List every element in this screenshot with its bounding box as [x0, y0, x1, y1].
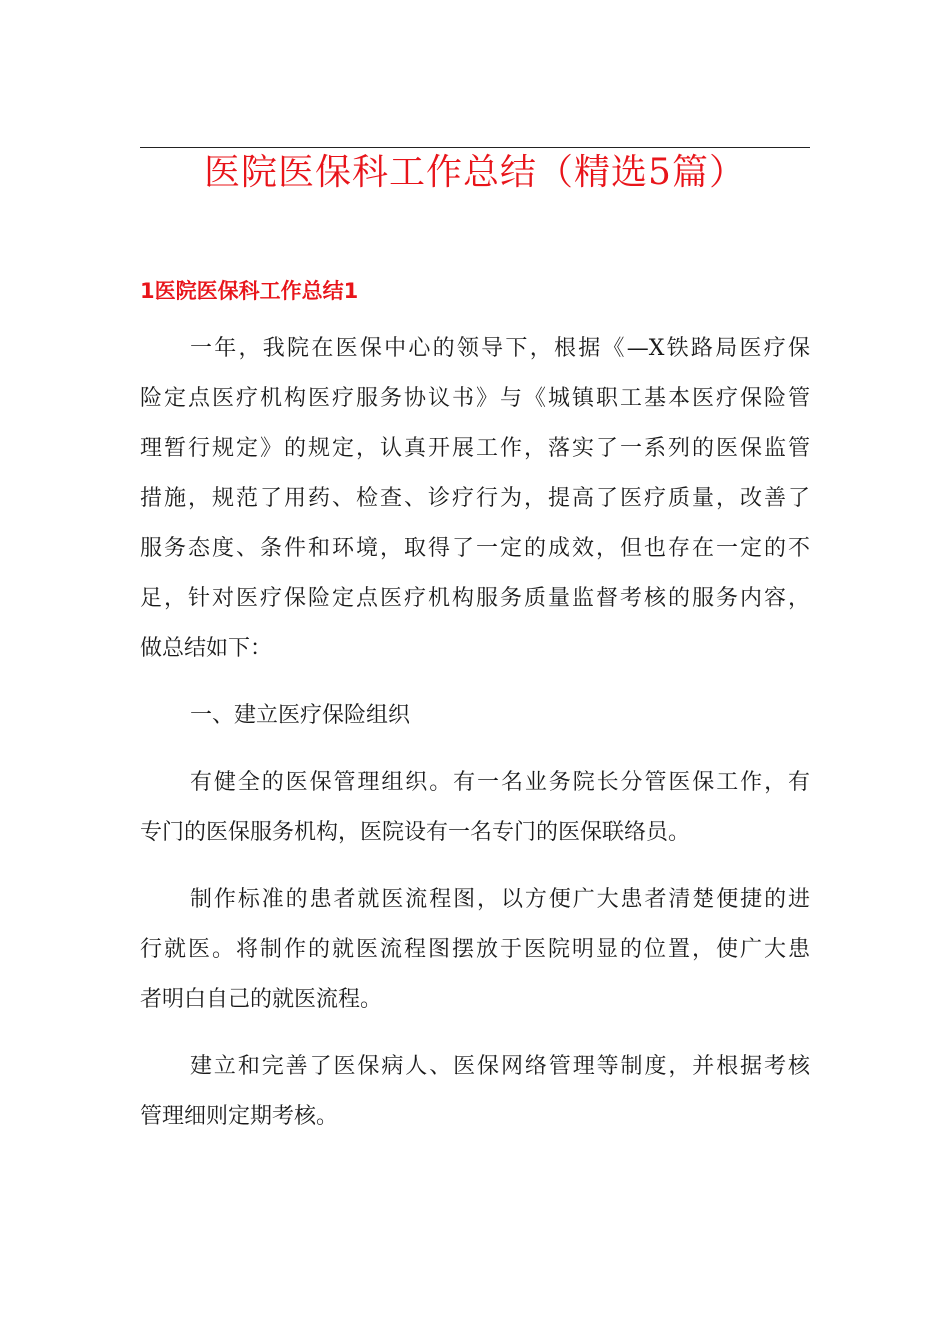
paragraph-line: 行就医。将制作的就医流程图摆放于医院明显的位置，使广大患 [140, 937, 810, 962]
paragraph-line: 专门的医保服务机构，医院设有一名专门的医保联络员。 [140, 820, 691, 845]
paragraph-system [140, 1042, 810, 1142]
paragraph-line: 理暂行规定》的规定，认真开展工作，落实了一系列的医保监管 [140, 436, 810, 461]
paragraph-line: 一年，我院在医保中心的领导下，根据《—X铁路局医疗保 [190, 336, 810, 361]
paragraph-line: 者明白自己的就医流程。 [140, 987, 383, 1012]
section-heading: 1医院医保科工作总结1 [140, 279, 359, 303]
paragraph-line: 险定点医疗机构医疗服务协议书》与《城镇职工基本医疗保险管 [140, 386, 810, 411]
paragraph-line: 建立和完善了医保病人、医保网络管理等制度，并根据考核 [190, 1054, 810, 1079]
paragraph-flowchart [140, 875, 810, 1025]
document-title: 医院医保科工作总结（精选5篇） [204, 152, 746, 193]
subheading-paragraph [140, 691, 810, 741]
paragraph-organization [140, 758, 810, 858]
paragraph-line: 服务态度、条件和环境，取得了一定的成效，但也存在一定的不 [140, 536, 810, 561]
paragraph-line: 制作标准的患者就医流程图，以方便广大患者清楚便捷的进 [190, 887, 810, 912]
subheading-line: 一、建立医疗保险组织 [190, 703, 411, 728]
paragraph-line: 足，针对医疗保险定点医疗机构服务质量监督考核的服务内容， [140, 586, 810, 611]
paragraph-line: 做总结如下： [140, 636, 273, 661]
paragraph-intro [140, 324, 810, 674]
paragraph-line: 有健全的医保管理组织。有一名业务院长分管医保工作，有 [190, 770, 810, 795]
paragraph-line: 管理细则定期考核。 [140, 1104, 339, 1129]
header-rule [140, 147, 810, 148]
paragraph-line: 措施，规范了用药、检查、诊疗行为，提高了医疗质量，改善了 [140, 486, 810, 511]
